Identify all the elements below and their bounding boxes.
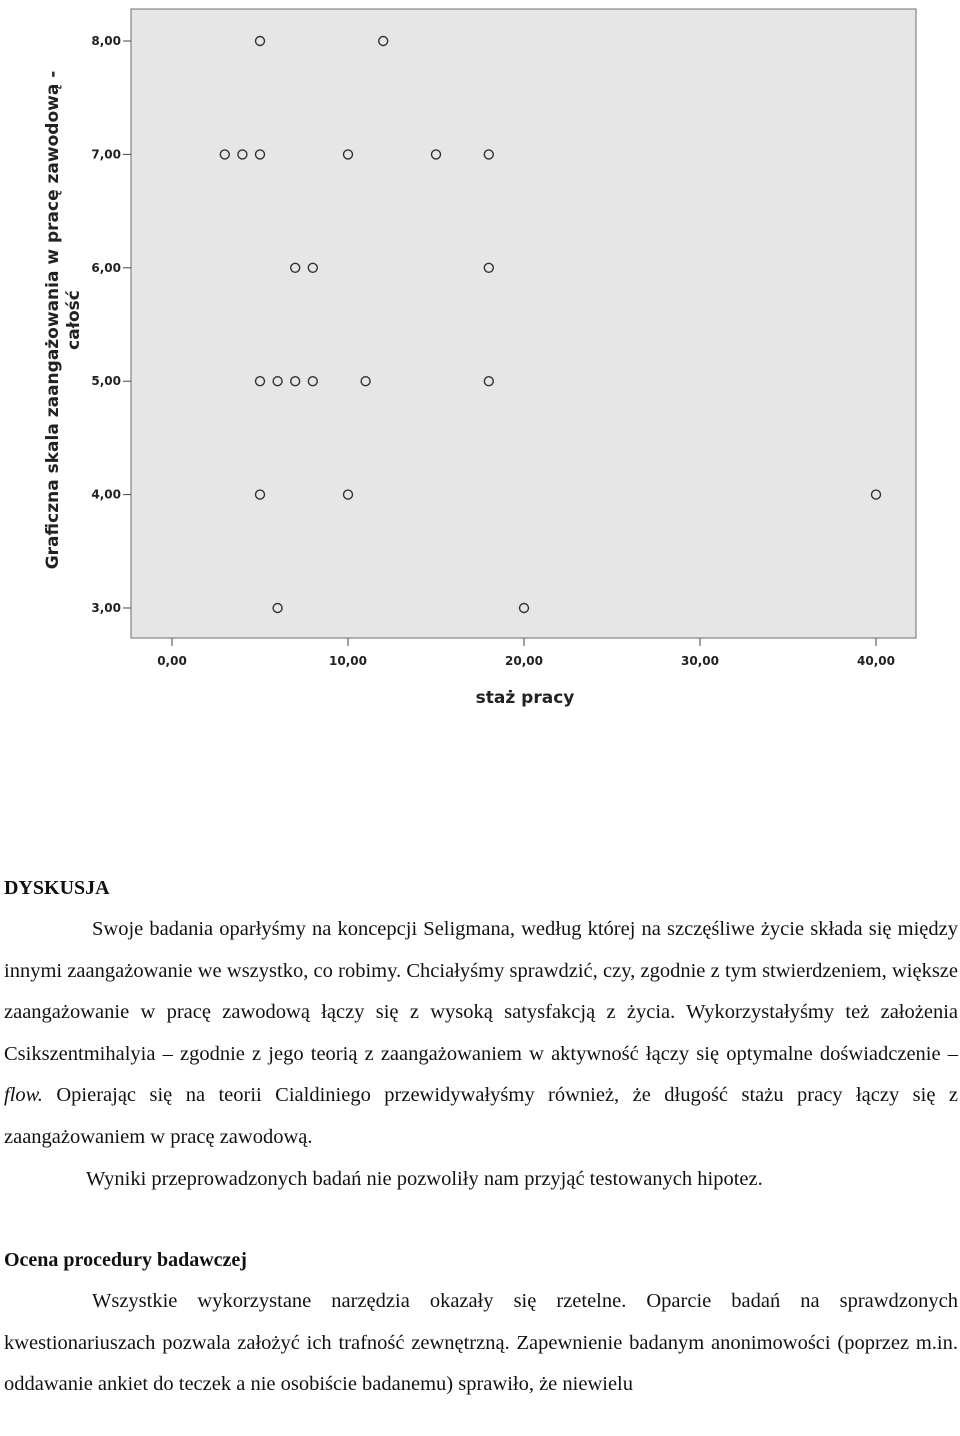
x-tick-label: 0,00 <box>157 654 187 668</box>
y-tick-label: 5,00 <box>91 374 121 389</box>
y-tick-label: 3,00 <box>91 601 121 615</box>
x-tick-label: 40,00 <box>857 654 895 668</box>
y-axis-title-line-2: całość <box>64 290 84 350</box>
x-tick-label: 10,00 <box>329 654 367 668</box>
section-spacer <box>4 1200 958 1240</box>
discussion-paragraph-1 <box>4 909 958 1159</box>
flow-term: flow. <box>4 1084 43 1107</box>
section-heading-discussion: DYSKUSJA <box>4 877 110 899</box>
x-tick-label: 20,00 <box>505 654 543 668</box>
y-tick-label: 7,00 <box>91 147 121 162</box>
discussion-paragraph-1-part-a: Swoje badania oparłyśmy na koncepcji Seligmana, według której na szczęśliwe życie składa się między innymi zaangażowanie we wszystko, co robimy. Chciałyśmy sprawdzić, czy, zgodnie z tym stwierdzeniem, większe zaangażowanie w pracę zawodową łączy się z wysoką satysfakcją z życia. Wykorzystałyśmy też założenia Csikszentmihalyia – zgodnie z jego teorią z zaangażowaniem w aktywność łączy się optymalne doświadczenie – <box>4 918 958 1065</box>
y-tick-label: 4,00 <box>91 487 121 502</box>
y-axis-title-line-1: Graficzna skala zaangażowania w pracę zawodową - <box>43 70 63 570</box>
y-tick-label: 6,00 <box>91 260 121 275</box>
plot-background <box>131 9 916 638</box>
discussion-paragraph-1-part-b: Opierając się na teorii Cialdiniego przewidywałyśmy również, że długość stażu pracy łączy się z zaangażowaniem w pracę zawodową. <box>4 1084 958 1148</box>
x-tick-label: 30,00 <box>681 654 719 668</box>
y-axis-title <box>43 71 84 570</box>
procedure-paragraph-1: Wszystkie wykorzystane narzędzia okazały się rzetelne. Oparcie badań na sprawdzonych kwestionariuszach pozwala założyć ich trafność zewnętrzną. Zapewnienie badanym anonimowości (poprzez m.in. oddawanie ankiet do teczek a nie osobiście badanemu) sprawiło, że niewielu <box>4 1290 958 1396</box>
x-axis-title: staż pracy <box>475 688 575 708</box>
y-tick-label: 8,00 <box>91 34 121 48</box>
article-body <box>4 868 958 1406</box>
section-heading-procedure: Ocena procedury badawczej <box>4 1249 247 1272</box>
discussion-paragraph-2: Wyniki przeprowadzonych badań nie pozwoliły nam przyjąć testowanych hipotez. <box>86 1167 763 1190</box>
